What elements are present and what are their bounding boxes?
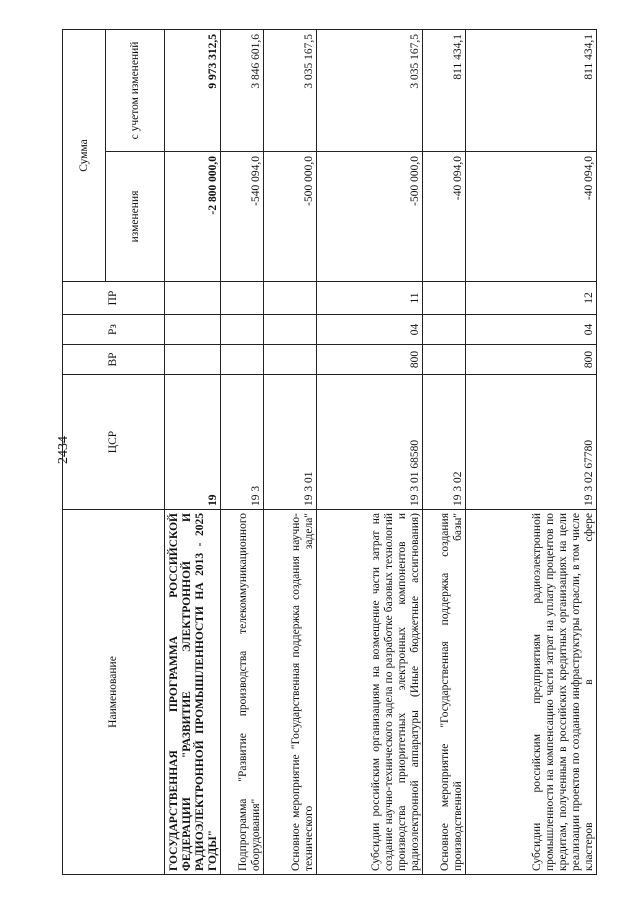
table-row — [423, 29, 466, 874]
row-pr — [423, 282, 466, 315]
row-total: 3 846 601,6 — [221, 29, 264, 151]
row-csr: 19 3 — [221, 375, 264, 510]
row-rz — [165, 315, 221, 345]
row-rz — [264, 315, 317, 345]
table-row — [317, 29, 423, 874]
row-name: Основное мероприятие "Государственная поддержка создания научно-технического задела" — [264, 510, 317, 875]
row-total: 811 434,1 — [423, 29, 466, 151]
header-pr: ПР — [63, 282, 165, 315]
row-csr: 19 3 02 67780 — [466, 375, 597, 510]
row-pr — [264, 282, 317, 315]
page-number: 2434 — [56, 436, 71, 464]
header-change: изменения — [106, 152, 165, 282]
table-row — [466, 29, 597, 874]
row-total: 3 035 167,5 — [264, 29, 317, 151]
row-csr: 19 3 01 — [264, 375, 317, 510]
budget-table-sheet — [62, 30, 595, 875]
row-name: Субсидии российским организациям на возмещение части затрат на создание научно-технического задела по разработке базовых технологий производства приоритетных электронных компонентов и радиоэлектронной аппаратуры (Иные бюджетные ассигнования) — [317, 510, 423, 875]
row-change: -2 800 000,0 — [165, 152, 221, 282]
header-sum: Сумма — [63, 29, 106, 281]
header-name: Наименование — [63, 510, 165, 875]
row-name: Основное мероприятие "Государственная поддержка создания производственной базы" — [423, 510, 466, 875]
row-total: 3 035 167,5 — [317, 29, 423, 151]
row-rz: 04 — [466, 315, 597, 345]
row-vr: 800 — [466, 345, 597, 375]
row-change: -40 094,0 — [423, 152, 466, 282]
header-csr: ЦСР — [63, 375, 165, 510]
row-csr: 19 — [165, 375, 221, 510]
row-pr: 11 — [317, 282, 423, 315]
table-row — [264, 29, 317, 874]
table-row — [165, 29, 221, 874]
row-change: -500 000,0 — [317, 152, 423, 282]
row-csr: 19 3 01 68580 — [317, 375, 423, 510]
row-rz: 04 — [317, 315, 423, 345]
header-with-changes: с учетом изменений — [106, 29, 165, 151]
row-rz — [423, 315, 466, 345]
row-change: -40 094,0 — [466, 152, 597, 282]
row-vr: 800 — [317, 345, 423, 375]
row-total: 9 973 312,5 — [165, 29, 221, 151]
row-name: ГОСУДАРСТВЕННАЯ ПРОГРАММА РОССИЙСКОЙ ФЕДЕРАЦИИ "РАЗВИТИЕ ЭЛЕКТРОННОЙ И РАДИОЭЛЕКТРОННОЙ ПРОМЫШЛЕННОСТИ НА 2013 - 2025 ГОДЫ" — [165, 510, 221, 875]
row-change: -500 000,0 — [264, 152, 317, 282]
row-vr — [264, 345, 317, 375]
row-name: Подпрограмма "Развитие производства телекоммуникационного оборудования" — [221, 510, 264, 875]
row-pr — [165, 282, 221, 315]
table-row — [221, 29, 264, 874]
row-vr — [165, 345, 221, 375]
row-vr — [221, 345, 264, 375]
header-vr: ВР — [63, 345, 165, 375]
row-total: 811 434,1 — [466, 29, 597, 151]
row-pr: 12 — [466, 282, 597, 315]
row-vr — [423, 345, 466, 375]
row-pr — [221, 282, 264, 315]
budget-table — [62, 29, 597, 875]
header-rz: Рз — [63, 315, 165, 345]
row-name: Субсидии российским предприятиям радиоэлектронной промышленности на компенсацию части затрат на уплату процентов по кредитам, полученным в российских кредитных организациях на цели реализации проектов по созданию инфраструктуры отрасли, в том числе кластеров в сфере — [466, 510, 597, 875]
row-change: -540 094,0 — [221, 152, 264, 282]
row-csr: 19 3 02 — [423, 375, 466, 510]
row-rz — [221, 315, 264, 345]
